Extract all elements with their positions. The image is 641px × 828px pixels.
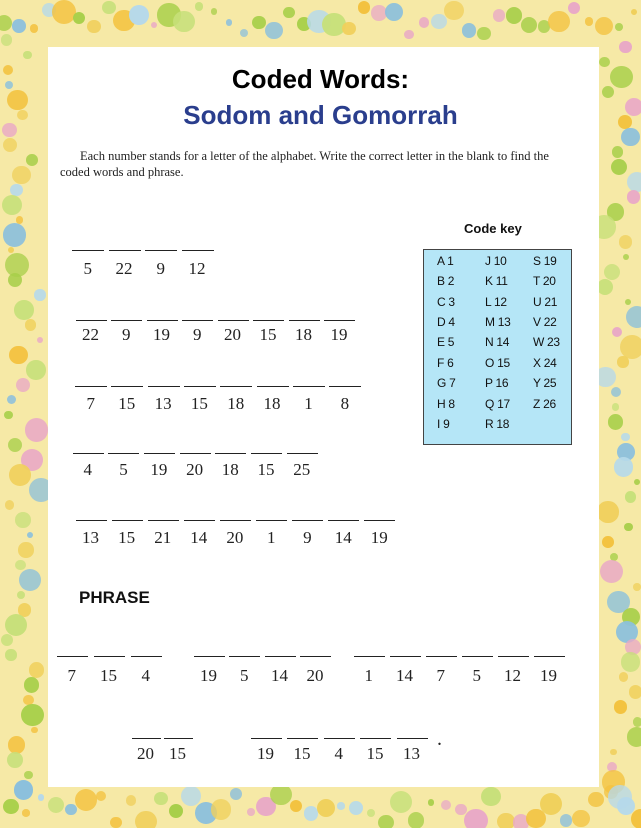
- border-dot: [31, 727, 37, 733]
- border-dot: [7, 752, 23, 768]
- code-number: 15: [190, 394, 208, 413]
- border-dot: [27, 532, 33, 538]
- border-dot: [2, 195, 22, 215]
- border-dot: [15, 512, 31, 528]
- border-dot: [540, 793, 563, 816]
- code-number: 18: [295, 325, 312, 344]
- letter-blank[interactable]: [218, 320, 249, 321]
- letter-blank[interactable]: [147, 320, 178, 321]
- border-dot: [29, 662, 44, 677]
- border-dot: [619, 672, 628, 681]
- border-dot: [621, 652, 640, 671]
- code-key-entry: Z 26: [533, 397, 556, 411]
- code-key-entry: I 9: [437, 417, 450, 431]
- border-dot: [600, 560, 623, 583]
- border-dot: [23, 51, 32, 60]
- border-dot: [16, 378, 30, 392]
- letter-blank[interactable]: [182, 320, 213, 321]
- border-dot: [135, 811, 156, 828]
- border-dot: [337, 802, 344, 809]
- border-dot: [5, 649, 16, 660]
- letter-blank[interactable]: [131, 656, 162, 657]
- code-number: 19: [370, 528, 388, 547]
- border-dot: [126, 795, 136, 805]
- border-dot: [610, 749, 617, 756]
- letter-blank[interactable]: [73, 453, 104, 454]
- border-dot: [290, 800, 303, 813]
- letter-blank[interactable]: [397, 738, 428, 739]
- code-key-title: Code key: [464, 221, 522, 236]
- code-key-entry: S 19: [533, 254, 557, 268]
- letter-blank[interactable]: [253, 320, 284, 321]
- border-dot: [9, 464, 31, 486]
- letter-blank[interactable]: [293, 386, 325, 387]
- instructions: Each number stands for a letter of the alphabet. Write the correct letter in the blank to find the coded words and phrase.: [60, 149, 549, 179]
- code-number: 14: [271, 666, 288, 685]
- code-number: 12: [188, 259, 206, 278]
- border-dot: [9, 346, 28, 365]
- border-dot: [8, 736, 25, 753]
- letter-blank[interactable]: [144, 453, 175, 454]
- letter-blank[interactable]: [164, 738, 193, 739]
- border-dot: [621, 433, 630, 442]
- letter-blank[interactable]: [328, 520, 359, 521]
- letter-blank[interactable]: [287, 738, 318, 739]
- border-dot: [506, 7, 523, 24]
- code-number: 15: [118, 394, 136, 413]
- border-dot: [5, 500, 15, 510]
- letter-blank[interactable]: [132, 738, 161, 739]
- letter-blank[interactable]: [229, 656, 260, 657]
- letter-blank[interactable]: [112, 520, 143, 521]
- phrase-period: .: [437, 728, 442, 750]
- border-dot: [626, 306, 641, 328]
- letter-blank[interactable]: [329, 386, 361, 387]
- border-dot: [408, 812, 424, 828]
- code-number: 22: [82, 325, 99, 344]
- border-dot: [154, 792, 167, 805]
- border-dot: [602, 536, 614, 548]
- code-key-entry: H 8: [437, 397, 455, 411]
- border-dot: [493, 9, 505, 21]
- border-dot: [3, 799, 18, 814]
- letter-blank[interactable]: [265, 656, 296, 657]
- letter-blank[interactable]: [194, 656, 225, 657]
- border-dot: [3, 223, 26, 246]
- border-dot: [481, 787, 500, 806]
- border-dot: [38, 794, 45, 801]
- border-dot: [129, 5, 149, 25]
- code-number: 22: [115, 259, 133, 278]
- letter-blank[interactable]: [354, 656, 385, 657]
- code-key-box: [423, 249, 572, 445]
- border-dot: [477, 27, 490, 40]
- code-key-entry: A 1: [437, 254, 454, 268]
- code-key-entry: W 23: [533, 335, 560, 349]
- letter-blank[interactable]: [94, 656, 125, 657]
- border-dot: [3, 138, 17, 152]
- border-dot: [181, 786, 201, 806]
- border-dot: [230, 788, 242, 800]
- code-number: 15: [259, 325, 277, 344]
- code-key-entry: Y 25: [533, 376, 557, 390]
- border-dot: [633, 717, 641, 726]
- code-number: 14: [190, 528, 208, 547]
- letter-blank[interactable]: [534, 656, 565, 657]
- code-number: 15: [100, 666, 117, 685]
- border-dot: [619, 41, 632, 54]
- code-key-entry: J 10: [485, 254, 507, 268]
- code-key-entry: K 11: [485, 274, 508, 288]
- border-dot: [585, 17, 594, 26]
- code-number: 14: [334, 528, 352, 547]
- code-number: 7: [436, 666, 445, 685]
- letter-blank[interactable]: [251, 738, 282, 739]
- code-number: 4: [141, 666, 150, 685]
- letter-blank[interactable]: [111, 386, 143, 387]
- code-number: 5: [472, 666, 481, 685]
- letter-blank[interactable]: [184, 386, 216, 387]
- border-dot: [455, 804, 466, 815]
- border-dot: [419, 17, 430, 28]
- border-dot: [34, 289, 45, 300]
- border-dot: [444, 1, 463, 20]
- letter-blank[interactable]: [287, 453, 318, 454]
- code-number: 5: [240, 666, 249, 685]
- border-dot: [173, 11, 195, 33]
- border-dot: [612, 403, 620, 411]
- code-number: 15: [366, 744, 384, 763]
- border-dot: [15, 560, 26, 571]
- code-number: 19: [540, 666, 557, 685]
- border-dot: [629, 685, 641, 698]
- letter-blank[interactable]: [324, 738, 355, 739]
- letter-blank[interactable]: [180, 453, 211, 454]
- code-number: 15: [293, 744, 311, 763]
- border-dot: [619, 235, 632, 248]
- border-dot: [595, 17, 613, 35]
- letter-blank[interactable]: [109, 250, 141, 251]
- border-dot: [240, 29, 248, 37]
- code-number: 13: [154, 394, 172, 413]
- border-dot: [0, 15, 12, 31]
- border-dot: [1, 634, 13, 646]
- code-number: 19: [150, 460, 168, 479]
- border-dot: [614, 457, 634, 477]
- code-number: 19: [257, 744, 274, 763]
- border-dot: [211, 8, 218, 15]
- code-number: 9: [156, 259, 165, 278]
- border-dot: [428, 799, 434, 805]
- border-dot: [390, 791, 412, 813]
- border-dot: [151, 22, 157, 28]
- border-dot: [317, 799, 336, 818]
- border-dot: [634, 479, 640, 485]
- letter-blank[interactable]: [76, 520, 107, 521]
- border-dot: [625, 491, 636, 502]
- border-dot: [96, 791, 106, 801]
- border-dot: [8, 247, 14, 253]
- code-number: 7: [67, 666, 76, 685]
- border-dot: [604, 264, 620, 280]
- border-dot: [110, 817, 122, 828]
- letter-blank[interactable]: [108, 453, 139, 454]
- border-dot: [617, 356, 628, 367]
- border-dot: [26, 154, 38, 166]
- border-dot: [211, 799, 232, 820]
- letter-blank[interactable]: [289, 320, 320, 321]
- code-key-entry: C 3: [437, 295, 455, 309]
- border-dot: [73, 12, 85, 24]
- border-dot: [169, 804, 183, 818]
- border-dot: [612, 327, 622, 337]
- code-key-entry: P 16: [485, 376, 509, 390]
- border-dot: [441, 800, 451, 810]
- border-dot: [497, 813, 514, 828]
- letter-blank[interactable]: [360, 738, 391, 739]
- code-number: 15: [169, 744, 186, 763]
- border-dot: [588, 792, 603, 807]
- code-number: 4: [83, 460, 92, 479]
- border-dot: [627, 727, 641, 747]
- border-dot: [102, 1, 115, 14]
- border-dot: [633, 583, 640, 590]
- code-key-entry: B 2: [437, 274, 455, 288]
- letter-blank[interactable]: [390, 656, 421, 657]
- border-dot: [8, 273, 23, 288]
- letter-blank[interactable]: [111, 320, 142, 321]
- border-dot: [367, 809, 376, 818]
- code-number: 9: [122, 325, 131, 344]
- border-dot: [608, 414, 623, 429]
- border-dot: [12, 19, 25, 32]
- phrase-label: PHRASE: [79, 588, 150, 607]
- border-dot: [568, 2, 580, 14]
- letter-blank[interactable]: [148, 520, 179, 521]
- code-number: 19: [200, 666, 217, 685]
- letter-blank[interactable]: [292, 520, 323, 521]
- border-dot: [87, 20, 100, 33]
- border-dot: [608, 785, 632, 809]
- border-dot: [48, 797, 64, 813]
- border-dot: [597, 501, 618, 522]
- code-key-entry: V 22: [533, 315, 557, 329]
- border-dot: [5, 614, 28, 637]
- border-dot: [19, 569, 41, 591]
- border-dot: [464, 809, 487, 828]
- code-key-entry: Q 17: [485, 397, 510, 411]
- code-number: 19: [330, 325, 348, 344]
- border-dot: [21, 704, 44, 727]
- code-number: 20: [137, 744, 154, 763]
- code-number: 9: [303, 528, 312, 547]
- code-number: 1: [304, 394, 313, 413]
- border-dot: [548, 11, 570, 33]
- letter-blank[interactable]: [145, 250, 177, 251]
- border-dot: [620, 335, 641, 359]
- code-number: 21: [154, 528, 172, 547]
- code-number: 1: [364, 666, 373, 685]
- border-dot: [611, 387, 622, 398]
- code-key-entry: E 5: [437, 335, 455, 349]
- border-dot: [265, 22, 283, 40]
- border-dot: [26, 360, 45, 379]
- border-dot: [431, 14, 447, 30]
- border-dot: [252, 16, 265, 29]
- code-number: 1: [267, 528, 276, 547]
- border-dot: [8, 438, 23, 453]
- letter-blank[interactable]: [148, 386, 180, 387]
- border-dot: [30, 24, 39, 33]
- code-key-entry: F 6: [437, 356, 454, 370]
- letter-blank[interactable]: [251, 453, 282, 454]
- border-dot: [572, 810, 589, 827]
- border-dot: [17, 591, 25, 599]
- border-dot: [385, 3, 403, 21]
- border-dot: [623, 254, 629, 260]
- code-number: 15: [118, 528, 136, 547]
- letter-blank[interactable]: [300, 656, 331, 657]
- border-dot: [404, 30, 413, 39]
- border-dot: [226, 19, 233, 26]
- code-number: 13: [82, 528, 99, 547]
- letter-blank[interactable]: [75, 386, 107, 387]
- code-key-entry: D 4: [437, 315, 455, 329]
- code-key-entry: X 24: [533, 356, 557, 370]
- letter-blank[interactable]: [257, 386, 289, 387]
- code-number: 20: [226, 528, 244, 547]
- border-dot: [4, 411, 13, 420]
- border-dot: [25, 319, 36, 330]
- code-number: 8: [340, 394, 350, 413]
- code-number: 5: [83, 259, 92, 278]
- border-dot: [24, 677, 40, 693]
- letter-blank[interactable]: [364, 520, 395, 521]
- border-dot: [24, 771, 33, 780]
- code-number: 7: [86, 394, 95, 413]
- letter-blank[interactable]: [76, 320, 107, 321]
- border-dot: [14, 780, 33, 799]
- border-dot: [195, 2, 204, 11]
- border-dot: [52, 0, 76, 24]
- border-dot: [12, 166, 31, 185]
- border-dot: [462, 23, 477, 38]
- border-dot: [7, 395, 16, 404]
- code-number: 20: [306, 666, 324, 685]
- border-dot: [22, 809, 29, 816]
- border-dot: [18, 542, 33, 557]
- border-dot: [624, 523, 633, 532]
- letter-blank[interactable]: [324, 320, 355, 321]
- letter-blank[interactable]: [215, 453, 246, 454]
- border-dot: [611, 159, 627, 175]
- letter-blank[interactable]: [426, 656, 457, 657]
- border-dot: [342, 22, 355, 35]
- border-dot: [247, 808, 255, 816]
- code-number: 14: [396, 666, 413, 685]
- code-number: 20: [186, 460, 204, 479]
- code-number: 4: [334, 744, 343, 763]
- border-dot: [14, 300, 34, 320]
- border-dot: [627, 172, 641, 192]
- border-dot: [631, 809, 641, 828]
- border-dot: [378, 815, 393, 828]
- letter-blank[interactable]: [72, 250, 104, 251]
- border-dot: [615, 23, 623, 31]
- code-number: 25: [293, 460, 311, 479]
- letter-blank[interactable]: [256, 520, 287, 521]
- page-subtitle: Sodom and Gomorrah: [183, 100, 458, 130]
- code-key-entry: N 14: [485, 335, 510, 349]
- code-key-entry: G 7: [437, 376, 456, 390]
- code-number: 18: [263, 394, 281, 413]
- page-title: Coded Words:: [231, 64, 410, 94]
- border-dot: [631, 9, 637, 15]
- code-key-entry: T 20: [533, 274, 556, 288]
- code-key-entry: O 15: [485, 356, 510, 370]
- code-number: 19: [153, 325, 170, 344]
- border-dot: [597, 279, 613, 295]
- letter-blank[interactable]: [462, 656, 493, 657]
- code-number: 12: [504, 666, 521, 685]
- border-dot: [37, 337, 43, 343]
- border-dot: [521, 17, 537, 33]
- code-key-entry: M 13: [485, 315, 511, 329]
- code-number: 15: [257, 460, 275, 479]
- code-number: 18: [227, 394, 245, 413]
- border-dot: [627, 190, 640, 203]
- border-dot: [614, 700, 627, 713]
- border-dot: [349, 801, 363, 815]
- letter-blank[interactable]: [220, 520, 251, 521]
- letter-blank[interactable]: [182, 250, 214, 251]
- letter-blank[interactable]: [57, 656, 88, 657]
- code-number: 20: [224, 325, 241, 344]
- letter-blank[interactable]: [220, 386, 252, 387]
- letter-blank[interactable]: [498, 656, 529, 657]
- code-number: 9: [193, 325, 202, 344]
- code-key-entry: L 12: [485, 295, 507, 309]
- border-dot: [65, 804, 77, 816]
- code-key-entry: R 18: [485, 417, 510, 431]
- border-dot: [1, 34, 13, 46]
- code-number: 18: [221, 460, 239, 479]
- border-dot: [75, 789, 97, 811]
- border-dot: [25, 418, 48, 441]
- border-dot: [283, 7, 294, 18]
- code-key-entry: U 21: [533, 295, 558, 309]
- code-number: 13: [403, 744, 420, 763]
- letter-blank[interactable]: [184, 520, 215, 521]
- code-number: 5: [119, 460, 128, 479]
- border-dot: [560, 814, 572, 826]
- border-dot: [625, 299, 631, 305]
- border-dot: [612, 146, 623, 157]
- border-dot: [358, 1, 371, 14]
